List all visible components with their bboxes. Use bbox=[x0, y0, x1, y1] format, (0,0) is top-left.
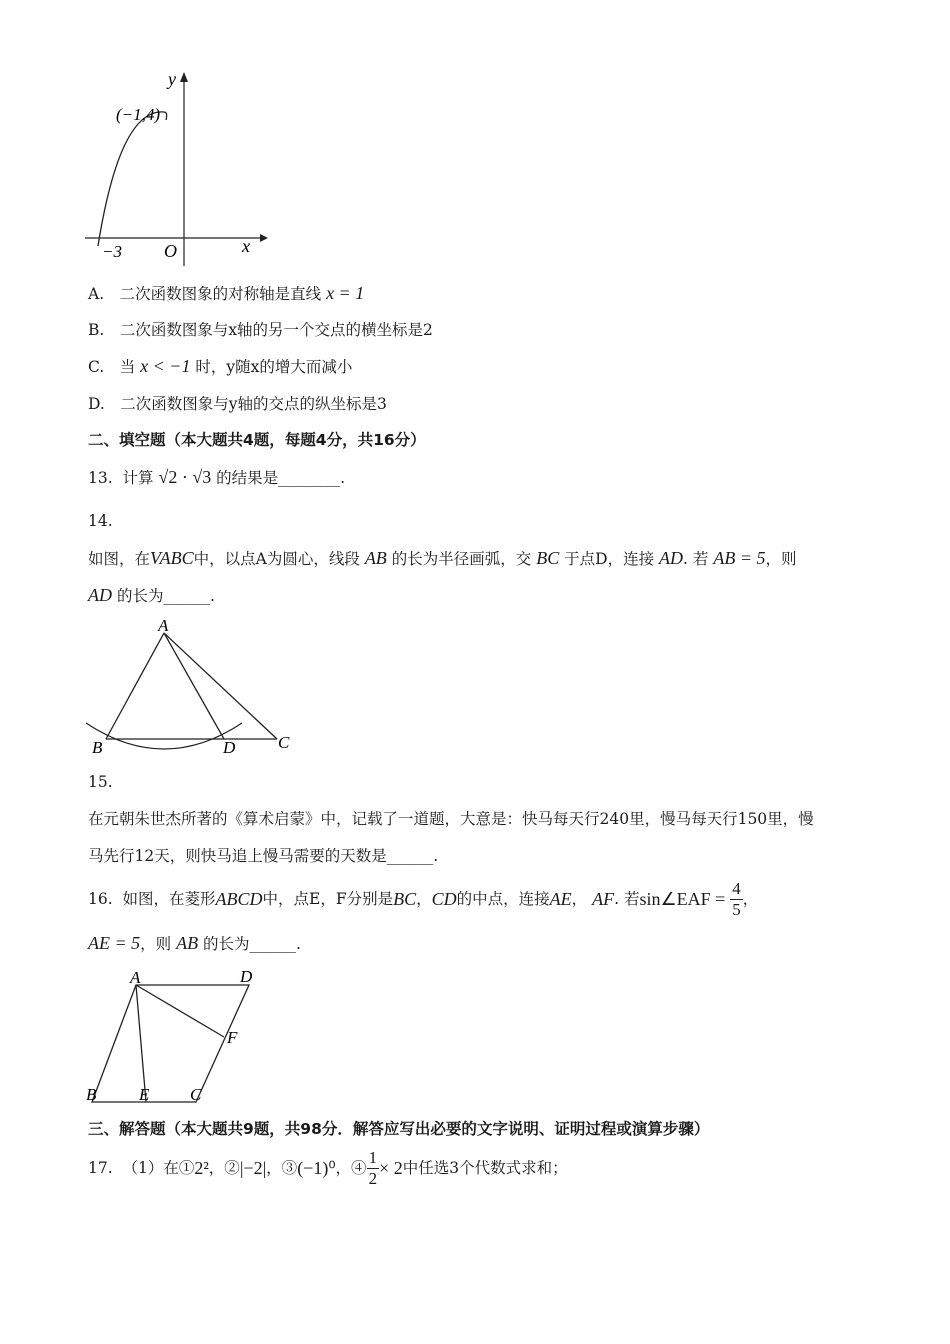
question-17: 17. （1）在① 2² ，② |−2| ，③ (−1)⁰ ，④ $\frac{1}{2}$ × 2 中任选3个代数式求和； bbox=[88, 1147, 568, 1188]
root-label: −3 bbox=[102, 242, 122, 261]
option-a: A. 二次函数图象的对称轴是直线 x = 1 bbox=[88, 283, 365, 303]
segment-ab bbox=[106, 633, 164, 739]
rhombus-abcd bbox=[92, 985, 249, 1102]
q15-number: 15. bbox=[88, 773, 113, 791]
arc bbox=[86, 723, 242, 749]
origin-label: O bbox=[164, 241, 177, 261]
parabola-graph bbox=[80, 68, 270, 268]
q13-number: 13. bbox=[88, 469, 113, 487]
x-axis-label: x bbox=[242, 236, 250, 256]
segment-af bbox=[136, 985, 224, 1037]
y-axis-arrow bbox=[180, 72, 188, 82]
label-c: C bbox=[278, 733, 290, 752]
vertex-label: (−1,4) bbox=[116, 105, 161, 124]
label-b: B bbox=[92, 738, 103, 755]
q13-expr: √2 · √3 bbox=[158, 467, 212, 487]
x-axis-arrow bbox=[260, 234, 268, 242]
label-d: D bbox=[223, 738, 236, 755]
label-d: D bbox=[240, 967, 253, 986]
q16-line2: AE = 5，则 AB 的长为______. bbox=[88, 933, 301, 953]
option-d: D. 二次函数图象与y轴的交点的纵坐标是3 bbox=[88, 395, 387, 413]
label-a: A bbox=[130, 968, 141, 987]
q14-line1: 如图，在VABC中，以点A为圆心，线段 AB 的长为半径画弧，交 BC 于点D，连接 AD. 若 AB = 5，则 bbox=[88, 548, 797, 568]
option-b: B. 二次函数图象与x轴的另一个交点的横坐标是2 bbox=[88, 321, 433, 339]
label-c: C bbox=[190, 1085, 202, 1104]
option-a-math: x = 1 bbox=[326, 283, 365, 303]
label-f: F bbox=[227, 1028, 238, 1047]
label-e: E bbox=[139, 1085, 150, 1104]
q16-line1: 16. 如图，在菱形 ABCD 中，点E，F分别是 BC ， CD 的中点，连接 AE ， AF . 若 sin∠EAF = $\frac{4}{5}$ ， bbox=[88, 878, 759, 919]
y-axis-label: y bbox=[168, 69, 176, 89]
parabola-curve bbox=[98, 112, 167, 246]
q15-line2: 马先行12天，则快马追上慢马需要的天数是______. bbox=[88, 847, 439, 865]
q14-figure bbox=[84, 615, 299, 755]
option-c-math: x < −1 bbox=[140, 356, 191, 376]
q14-line2: AD 的长为______. bbox=[88, 585, 215, 605]
option-c: C. 当 x < −1 时，y随x的增大而减小 bbox=[88, 356, 353, 376]
segment-ac bbox=[164, 633, 277, 739]
q14-number: 14. bbox=[88, 512, 113, 530]
label-a: A bbox=[158, 616, 169, 635]
q16-figure bbox=[84, 965, 274, 1105]
q17-fraction: $\frac{1}{2}$ bbox=[368, 1147, 378, 1188]
q15-line1: 在元朝朱世杰所著的《算术启蒙》中，记载了一道题，大意是：快马每天行240里，慢马每天行150里，慢 bbox=[88, 810, 814, 828]
q16-sin: sin∠EAF = bbox=[639, 889, 726, 909]
segment-ad bbox=[164, 633, 224, 739]
question-13: 13. 计算 √2 · √3 的结果是________. bbox=[88, 467, 346, 487]
label-b: B bbox=[86, 1085, 97, 1104]
section-2-heading: 二、填空题（本大题共4题，每题4分，共16分） bbox=[88, 431, 426, 449]
q16-fraction: $\frac{4}{5}$ bbox=[732, 878, 741, 919]
section-3-heading: 三、解答题（本大题共9题，共98分．解答应写出必要的文字说明、证明过程或演算步骤） bbox=[88, 1120, 710, 1138]
